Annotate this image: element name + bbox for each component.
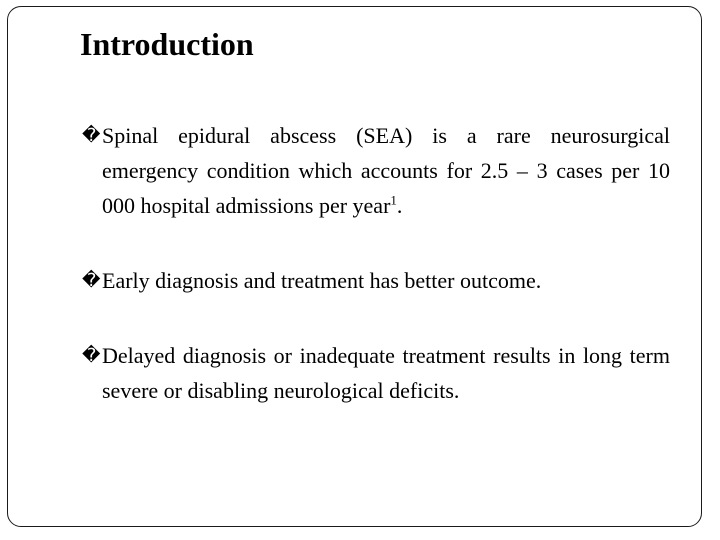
bullet-marker-icon: � bbox=[82, 125, 101, 146]
bullet-list bbox=[82, 118, 670, 408]
bullet-suffix: . bbox=[396, 193, 403, 218]
reference-superscript: 1 bbox=[390, 192, 397, 208]
bullet-marker-icon: � bbox=[82, 345, 101, 366]
bullet-text: Delayed diagnosis or inadequate treatment results in long term severe or disabling neurological deficits. bbox=[102, 343, 670, 403]
bullet-marker-icon: � bbox=[82, 270, 101, 291]
bullet-item-3 bbox=[82, 338, 670, 408]
slide-title: Introduction bbox=[80, 26, 254, 62]
bullet-text: Early diagnosis and treatment has better outcome. bbox=[102, 268, 542, 293]
bullet-item-1 bbox=[82, 118, 670, 223]
bullet-item-2 bbox=[82, 263, 670, 298]
bullet-text: Spinal epidural abscess (SEA) is a rare neurosurgical emergency condition which accounts for 2.5 – 3 cases per 10 000 hospital admissions per year bbox=[102, 123, 670, 218]
